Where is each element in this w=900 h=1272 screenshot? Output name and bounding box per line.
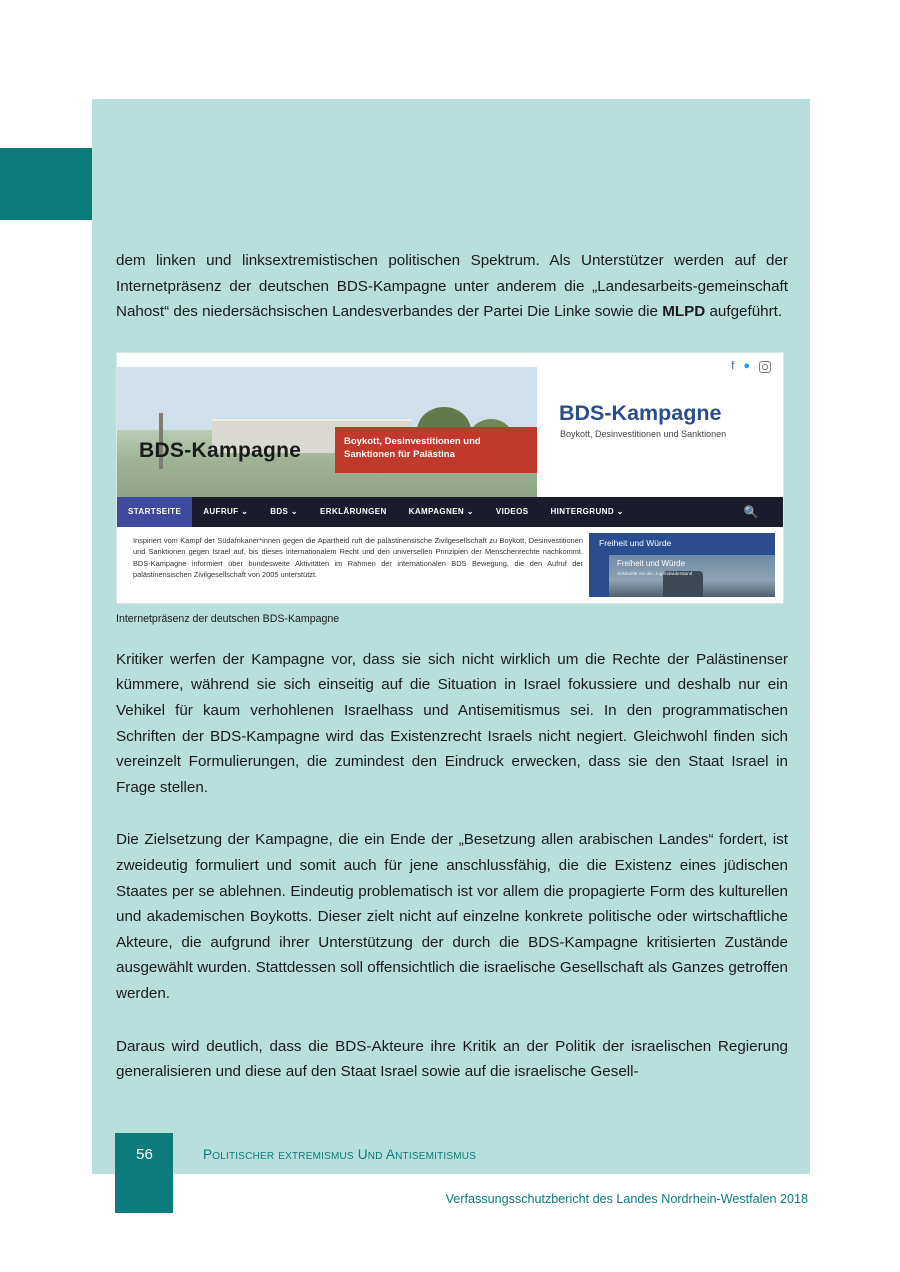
paragraph-1-text: dem linken und linksextremistischen politischen Spektrum. Als Unterstützer werden auf der Internetpräsenz der deutschen BDS-Kampagne unter anderem die „Landesarbeits-gemeinschaft Nahost“ des niedersächsischen Landesverbandes der Partei Die Linke sowie die bbox=[116, 252, 788, 321]
site-logo-subtitle: Boykott, Desinvestitionen und Sanktionen bbox=[560, 428, 727, 439]
decorative-square-top-left bbox=[0, 148, 92, 220]
paragraph-2: Kritiker werfen der Kampagne vor, dass sie sich nicht wirklich um die Rechte der Palästinenser kümmere, während sie sich einseitig auf die Situation in Israel fokussiere und deshalb nur ein Vehikel für kaum verhohlenen Israelhass und Antisemitismus sei. In den programmatischen Schriften der BDS-Kampagne wird das Existenzrecht Israels nicht negiert. Gleichwohl finden sich vereinzelt Formulierungen, die zumindest den Eindruck erwecken, dass sie den Staat Israel in Frage stellen. bbox=[116, 650, 788, 796]
facebook-icon[interactable]: f bbox=[731, 360, 735, 373]
footer-report-title: Verfassungsschutzbericht des Landes Nordrhein-Westfalen 2018 bbox=[445, 1192, 808, 1206]
paragraph-1-bold: MLPD bbox=[662, 303, 706, 321]
nav-item-bds[interactable]: BDS ⌄ bbox=[270, 506, 299, 516]
paragraph-1-tail: aufgeführt. bbox=[705, 303, 783, 321]
sidebar-card-image bbox=[609, 555, 775, 597]
nav-item-startseite[interactable]: STARTSEITE bbox=[117, 497, 192, 527]
website-header-banner bbox=[117, 353, 783, 497]
figure-image bbox=[116, 352, 784, 604]
banner-title: BDS-Kampagne bbox=[139, 438, 302, 462]
website-navigation[interactable] bbox=[117, 497, 783, 527]
page-content bbox=[116, 248, 788, 1112]
website-logo-area bbox=[537, 353, 784, 497]
footer-section-title: Politischer extremismus Und Antisemitismus bbox=[203, 1146, 477, 1162]
figure-bds-website bbox=[116, 352, 784, 625]
page-footer bbox=[116, 1133, 810, 1175]
nav-item-videos[interactable]: VIDEOS bbox=[495, 506, 529, 516]
nav-item-hintergrund[interactable]: HINTERGRUND ⌄ bbox=[550, 506, 624, 516]
page-number: 56 bbox=[136, 1145, 153, 1163]
site-logo-title: BDS-Kampagne bbox=[559, 400, 722, 425]
website-body bbox=[117, 527, 783, 604]
sidebar-card-title: Freiheit und Würde bbox=[599, 537, 672, 548]
website-sidebar-card[interactable] bbox=[589, 533, 775, 597]
instagram-icon[interactable] bbox=[759, 361, 771, 373]
nav-item-erklaerungen[interactable]: ERKLÄRUNGEN bbox=[320, 506, 387, 516]
paragraph-4: Daraus wird deutlich, dass die BDS-Akteure ihre Kritik an der Politik der israelischen Regierung generalisieren und diese auf den Staat Israel sowie auf die israelische Gesell- bbox=[116, 1037, 788, 1081]
banner-slogan: Boykott, Desinvestitionen und Sanktionen für Palästina bbox=[335, 427, 537, 473]
paragraph-3: Die Zielsetzung der Kampagne, die ein Ende der „Besetzung allen arabischen Landes“ fordert, ist zweideutig formuliert und somit auch für jene anschlussfähig, die die Existenz eines jüdischen Staates per se ablehnen. Eindeutig problematisch ist vor allem die propagierte Form des kulturellen und akademischen Boykotts. Dieser zielt nicht auf einzelne konkrete politische oder wirtschaftliche Akteure, die aufgrund ihrer Unterstützung der durch die BDS-Kampagne kritisierten Zustände ausgewählt wurden. Stattdessen soll offensichtlich die israelische Gesellschaft als Ganzes getroffen werden. bbox=[116, 831, 788, 1002]
paragraph-1 bbox=[116, 248, 788, 325]
social-icons bbox=[731, 361, 771, 373]
nav-item-aufruf[interactable]: AUFRUF ⌄ bbox=[203, 506, 249, 516]
nav-item-kampagnen[interactable]: KAMPAGNEN ⌄ bbox=[408, 506, 474, 516]
website-intro-text: Inspiriert vom Kampf der Südafrikaner*innen gegen die Apartheid ruft die palästinensische Zivilgesellschaft zu Boykott, Desinvestitionen und Sanktionen gegen Israel auf, bis dieses internationalem Recht und den universellen Prinzipien der Menschenrechte nachkommt. BDS-Kampagne informiert über bundesweite Aktivitäten im Rahmen der internationalen BDS Bewegung, die den Aufruf der palästinensischen Zivilgesellschaft von 2005 unterstützt. bbox=[133, 535, 583, 579]
sidebar-card-image-label: Freiheit und Würde bbox=[617, 558, 686, 568]
search-icon[interactable]: 🔍 bbox=[743, 504, 759, 519]
twitter-icon[interactable]: ● bbox=[743, 360, 750, 373]
sidebar-card-image-subtitle: Solidarität mit den Jugendwiderstand bbox=[617, 570, 693, 576]
figure-caption: Internetpräsenz der deutschen BDS-Kampagne bbox=[116, 612, 340, 625]
